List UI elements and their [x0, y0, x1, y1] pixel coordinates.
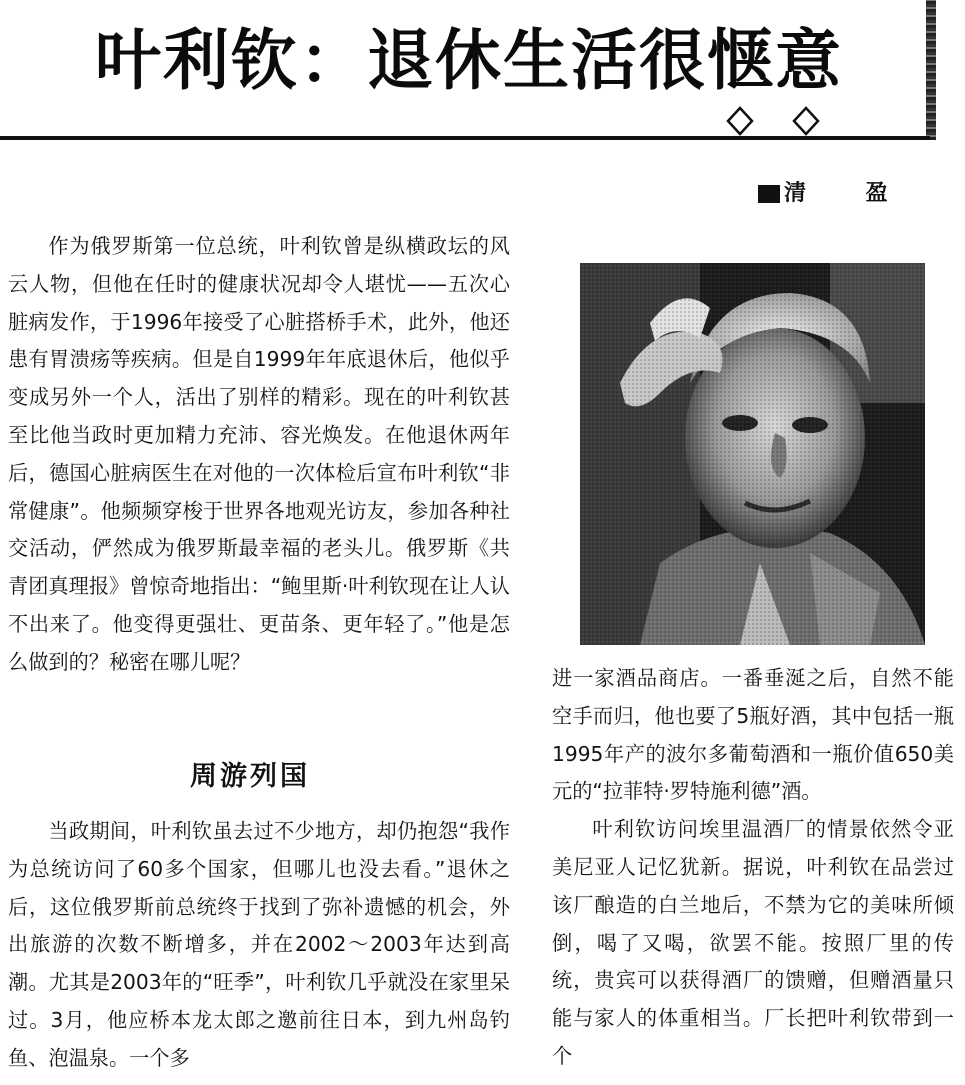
- section-paragraph: 当政期间，叶利钦虽去过不少地方，却仍抱怨“我作为总统访问了60多个国家，但哪儿也没去看。”退休之后，这位俄罗斯前总统终于找到了弥补遗憾的机会，外出旅游的次数不断增多，并在2002～2003年达到高潮。尤其是2003年的“旺季”，叶利钦几乎就没在家里呆过。3月，他应桥本龙太郎之邀前往日本，到九州岛钓鱼、泡温泉。一个多: [8, 819, 510, 1070]
- diamond-ornament-icon: [794, 108, 818, 134]
- title-ornaments: [724, 104, 834, 138]
- diamond-ornament-icon: [728, 108, 752, 134]
- portrait-illustration: [580, 263, 925, 645]
- byline: [758, 180, 914, 208]
- right-paragraph-2: 叶利钦访问埃里温酒厂的情景依然令亚美尼亚人记忆犹新。据说，叶利钦在品尝过该厂酿造的白兰地后，不禁为它的美味所倾倒，喝了又喝，欲罢不能。按照厂里的传统，贵宾可以获得酒厂的馈赠，但赠酒量只能与家人的体重相当。厂长把叶利钦带到一个: [552, 817, 954, 1068]
- portrait-photo: [580, 263, 925, 645]
- right-paragraph-1: 进一家酒品商店。一番垂涎之后，自然不能空手而归，他也要了5瓶好酒，其中包括一瓶1995年产的波尔多葡萄酒和一瓶价值650美元的“拉菲特·罗特施利德”酒。: [552, 666, 954, 804]
- intro-column: [8, 228, 510, 682]
- section-column: [8, 813, 510, 1078]
- article-title: 叶利钦：退休生活很惬意: [95, 22, 843, 99]
- right-column: [552, 660, 954, 1076]
- page-edge-bar: [926, 0, 936, 140]
- author-name: 清 盈: [784, 181, 914, 206]
- intro-paragraph: 作为俄罗斯第一位总统，叶利钦曾是纵横政坛的风云人物，但他在任时的健康状况却令人堪忧——五次心脏病发作，于1996年接受了心脏搭桥手术，此外，他还患有胃溃疡等疾病。但是自1999年年底退休后，他似乎变成另外一个人，活出了别样的精彩。现在的叶利钦甚至比他当政时更加精力充沛、容光焕发。在他退休两年后，德国心脏病医生在对他的一次体检后宣布叶利钦“非常健康”。他频频穿梭于世界各地观光访友，参加各种社交活动，俨然成为俄罗斯最幸福的老头儿。俄罗斯《共青团真理报》曾惊奇地指出：“鲍里斯·叶利钦现在让人认不出来了。他变得更强壮、更苗条、更年轻了。”他是怎么做到的？秘密在哪儿呢？: [8, 234, 510, 674]
- title-rule: [0, 136, 930, 140]
- byline-mark-icon: [758, 185, 780, 203]
- section-heading: 周游列国: [190, 761, 310, 792]
